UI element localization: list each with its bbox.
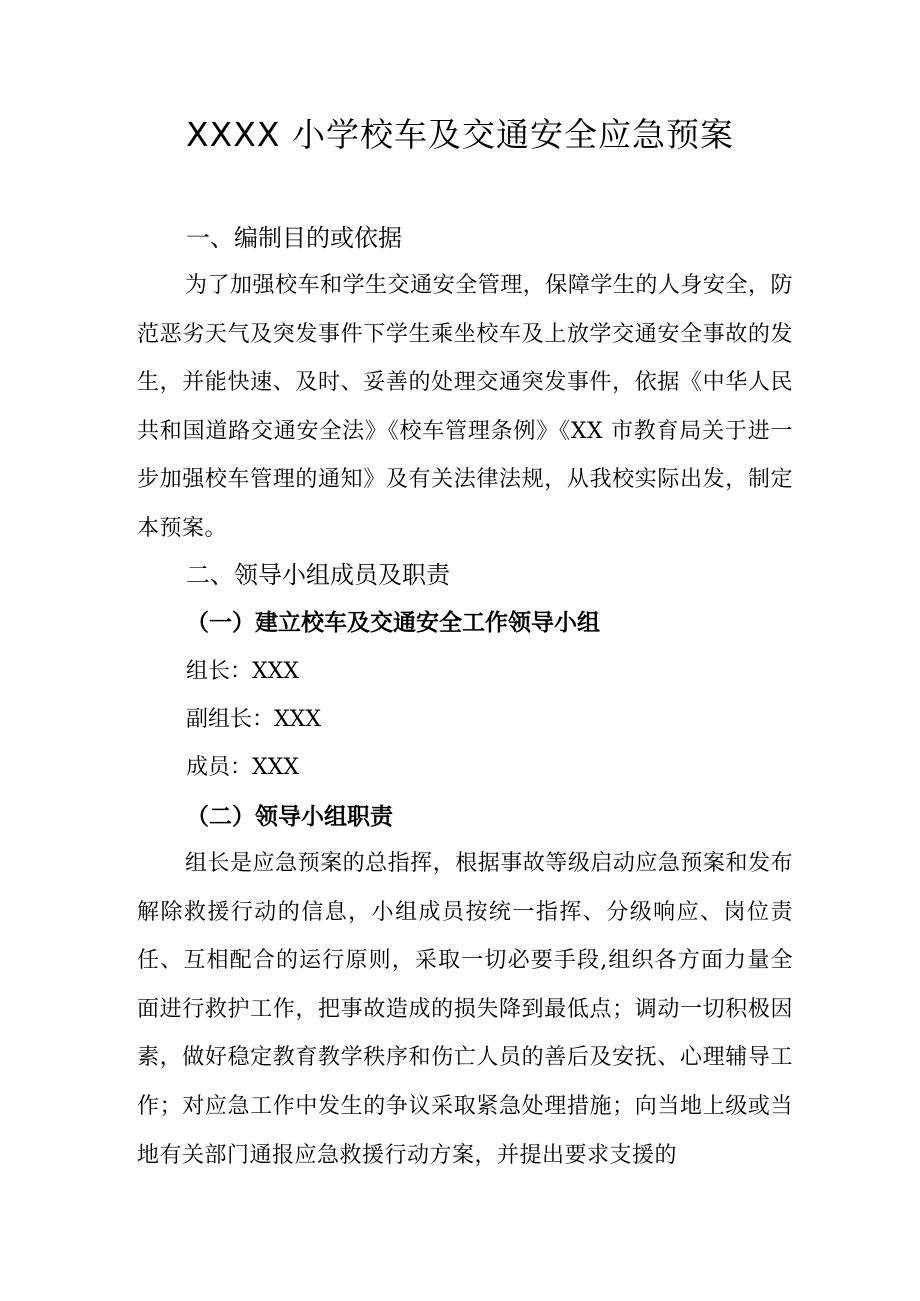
document-title: XXXX 小学校车及交通安全应急预案 [186, 115, 734, 154]
section1-paragraph: 为了加强校车和学生交通安全管理，保障学生的人身安全，防范恶劣天气及突发事件下学生乘坐校车及上放学交通安全事故的发生，并能快速、及时、妥善的处理交通突发事件，依据《中华人民共和国道路交通安全法》《校车管理条例》《XX 市教育局关于进一步加强校车管理的通知》及有关法律法规，从我校实际出发，制定本预案。 [137, 273, 793, 541]
subsection2-paragraph: 组长是应急预案的总指挥，根据事故等级启动应急预案和发布解除救援行动的信息，小组成员按统一指挥、分级响应、岗位责任、互相配合的运行原则，采取一切必要手段,组织各方面力量全面进行救护工作，把事故造成的损失降到最低点；调动一切积极因素，做好稳定教育教学秩序和伤亡人员的善后及安抚、心理辅导工作；对应急工作中发生的争议采取紧急处理措施；向当地上级或当地有关部门通报应急救援行动方案，并提出要求支援的 [137, 851, 793, 1168]
section1-heading: 一、编制目的或依据 [186, 224, 402, 252]
subsection2-heading: （二）领导小组职责 [186, 804, 393, 830]
group-members: 成员：XXX [186, 755, 299, 780]
subsection1-heading: （一）建立校车及交通安全工作领导小组 [186, 610, 600, 636]
group-leader: 组长：XXX [186, 659, 299, 684]
group-deputy-leader: 副组长：XXX [186, 707, 321, 732]
section2-heading: 二、领导小组成员及职责 [186, 561, 450, 589]
